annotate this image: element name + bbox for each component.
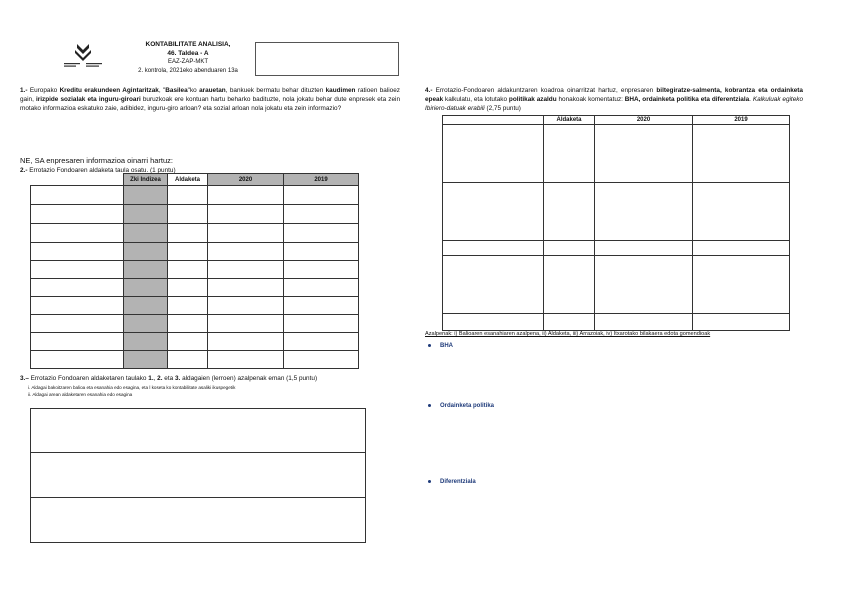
bullet-bha: BHA [428, 343, 453, 349]
col-2019: 2019 [284, 174, 359, 186]
bullet-icon [428, 404, 431, 407]
col-2020: 2020 [208, 174, 284, 186]
col-aldaketa: Aldaketa [168, 174, 208, 186]
table-row[interactable] [443, 314, 790, 331]
question-4: 4.- Errotazio-Fondoaren aldakuntzaren koadroa oinarritzat hartuz, enpresaren biltegiratze-salmenta, kobrantza eta ordainketa epeak kalkulatu, eta lotutako politikak azaldu honakoak komentatuz: BHA, ordainketa politika eta diferentziala. Kalkuluak egiteko Ibiriero-datuak erabili (2,75 puntu) [425, 87, 804, 112]
question-3: 3.– Errotazio Fondoaren aldaketaren taulako 1., 2. eta 3. aldagaien (lerroen) azalpenak eman (1,5 puntu) [20, 375, 318, 382]
exam-date: 2. kontrola, 2021eko abenduaren 13a [138, 68, 238, 74]
exam-header [128, 40, 248, 76]
answer-box-q3 [30, 408, 366, 543]
working-capital-table [30, 173, 359, 369]
subitem-ii: ii. Aldagai arean aldaketaren esanahia edo esagina [28, 392, 133, 397]
col-zki-indizea: Zki Indizea [124, 174, 168, 186]
group-label: 46. Taldea - A [167, 50, 209, 57]
table-row[interactable] [31, 297, 359, 315]
table-row[interactable] [443, 183, 790, 241]
ratios-table [442, 115, 790, 331]
student-name-box[interactable] [255, 42, 399, 76]
answer-row[interactable] [31, 409, 366, 453]
col-2020: 2020 [595, 116, 693, 125]
table-row[interactable] [31, 224, 359, 243]
company-intro: NE, SA enpresaren informazioa oinarri hartuz: [20, 156, 173, 165]
table-row[interactable] [31, 351, 359, 369]
table-header [443, 116, 790, 125]
answer-row[interactable] [31, 498, 366, 543]
bullet-ordainketa-politika: Ordainketa politika [428, 403, 494, 409]
table-row[interactable] [443, 125, 790, 183]
bullet-diferentziala: Diferentziala [428, 479, 476, 485]
question-1: 1.- Europako Kreditu erakundeen Agintaritzak, "Basilea"ko arauetan, bankuek bermatu behar dituzten kaudimen ratioen balioez gain, irizpide sozialak eta inguru-giroari buruzkoak ere kontuan hartu beharko badituzte, nola jokatu behar dute enpresek eta zein motako informazioa eskatuko zaie, adibidez, inguru-giro arloan? eta sozial arloan nola jokatu eta zein informazio? [20, 87, 400, 112]
bullet-icon [428, 344, 431, 347]
table-row[interactable] [31, 186, 359, 205]
col-2019: 2019 [693, 116, 790, 125]
table-row[interactable] [31, 261, 359, 279]
table-row[interactable] [31, 279, 359, 297]
col-aldaketa: Aldaketa [544, 116, 595, 125]
question-2: 2.- Errotazio Fondoaren aldaketa taula osatu. (1 puntu) [20, 167, 176, 174]
table-row[interactable] [31, 333, 359, 351]
degree-code: EAZ-ZAP-MKT [168, 59, 208, 65]
table-row[interactable] [443, 241, 790, 256]
table-row[interactable] [443, 256, 790, 314]
table-header [31, 174, 359, 186]
course-title: KONTABILITATE ANALISIA, [145, 41, 231, 48]
explanations-note: Azalpenak: i) Balioaren esanahiaren azalpena, ii) Aldaketa, iii) Arrazoiak, iv) Itxarotako bilakaera edota gomendioak [425, 331, 711, 337]
table-row[interactable] [31, 243, 359, 261]
bullet-icon [428, 480, 431, 483]
university-logo [62, 42, 104, 70]
question-3-subitems [28, 384, 235, 398]
table-row[interactable] [31, 315, 359, 333]
subitem-i: i. Aldagai bakoitzaren balioa eta esanahia edo esagina, eta l koseta ko kontabilitate asaliki ikuspegetik [28, 385, 236, 390]
answer-row[interactable] [31, 453, 366, 498]
table-row[interactable] [31, 205, 359, 224]
